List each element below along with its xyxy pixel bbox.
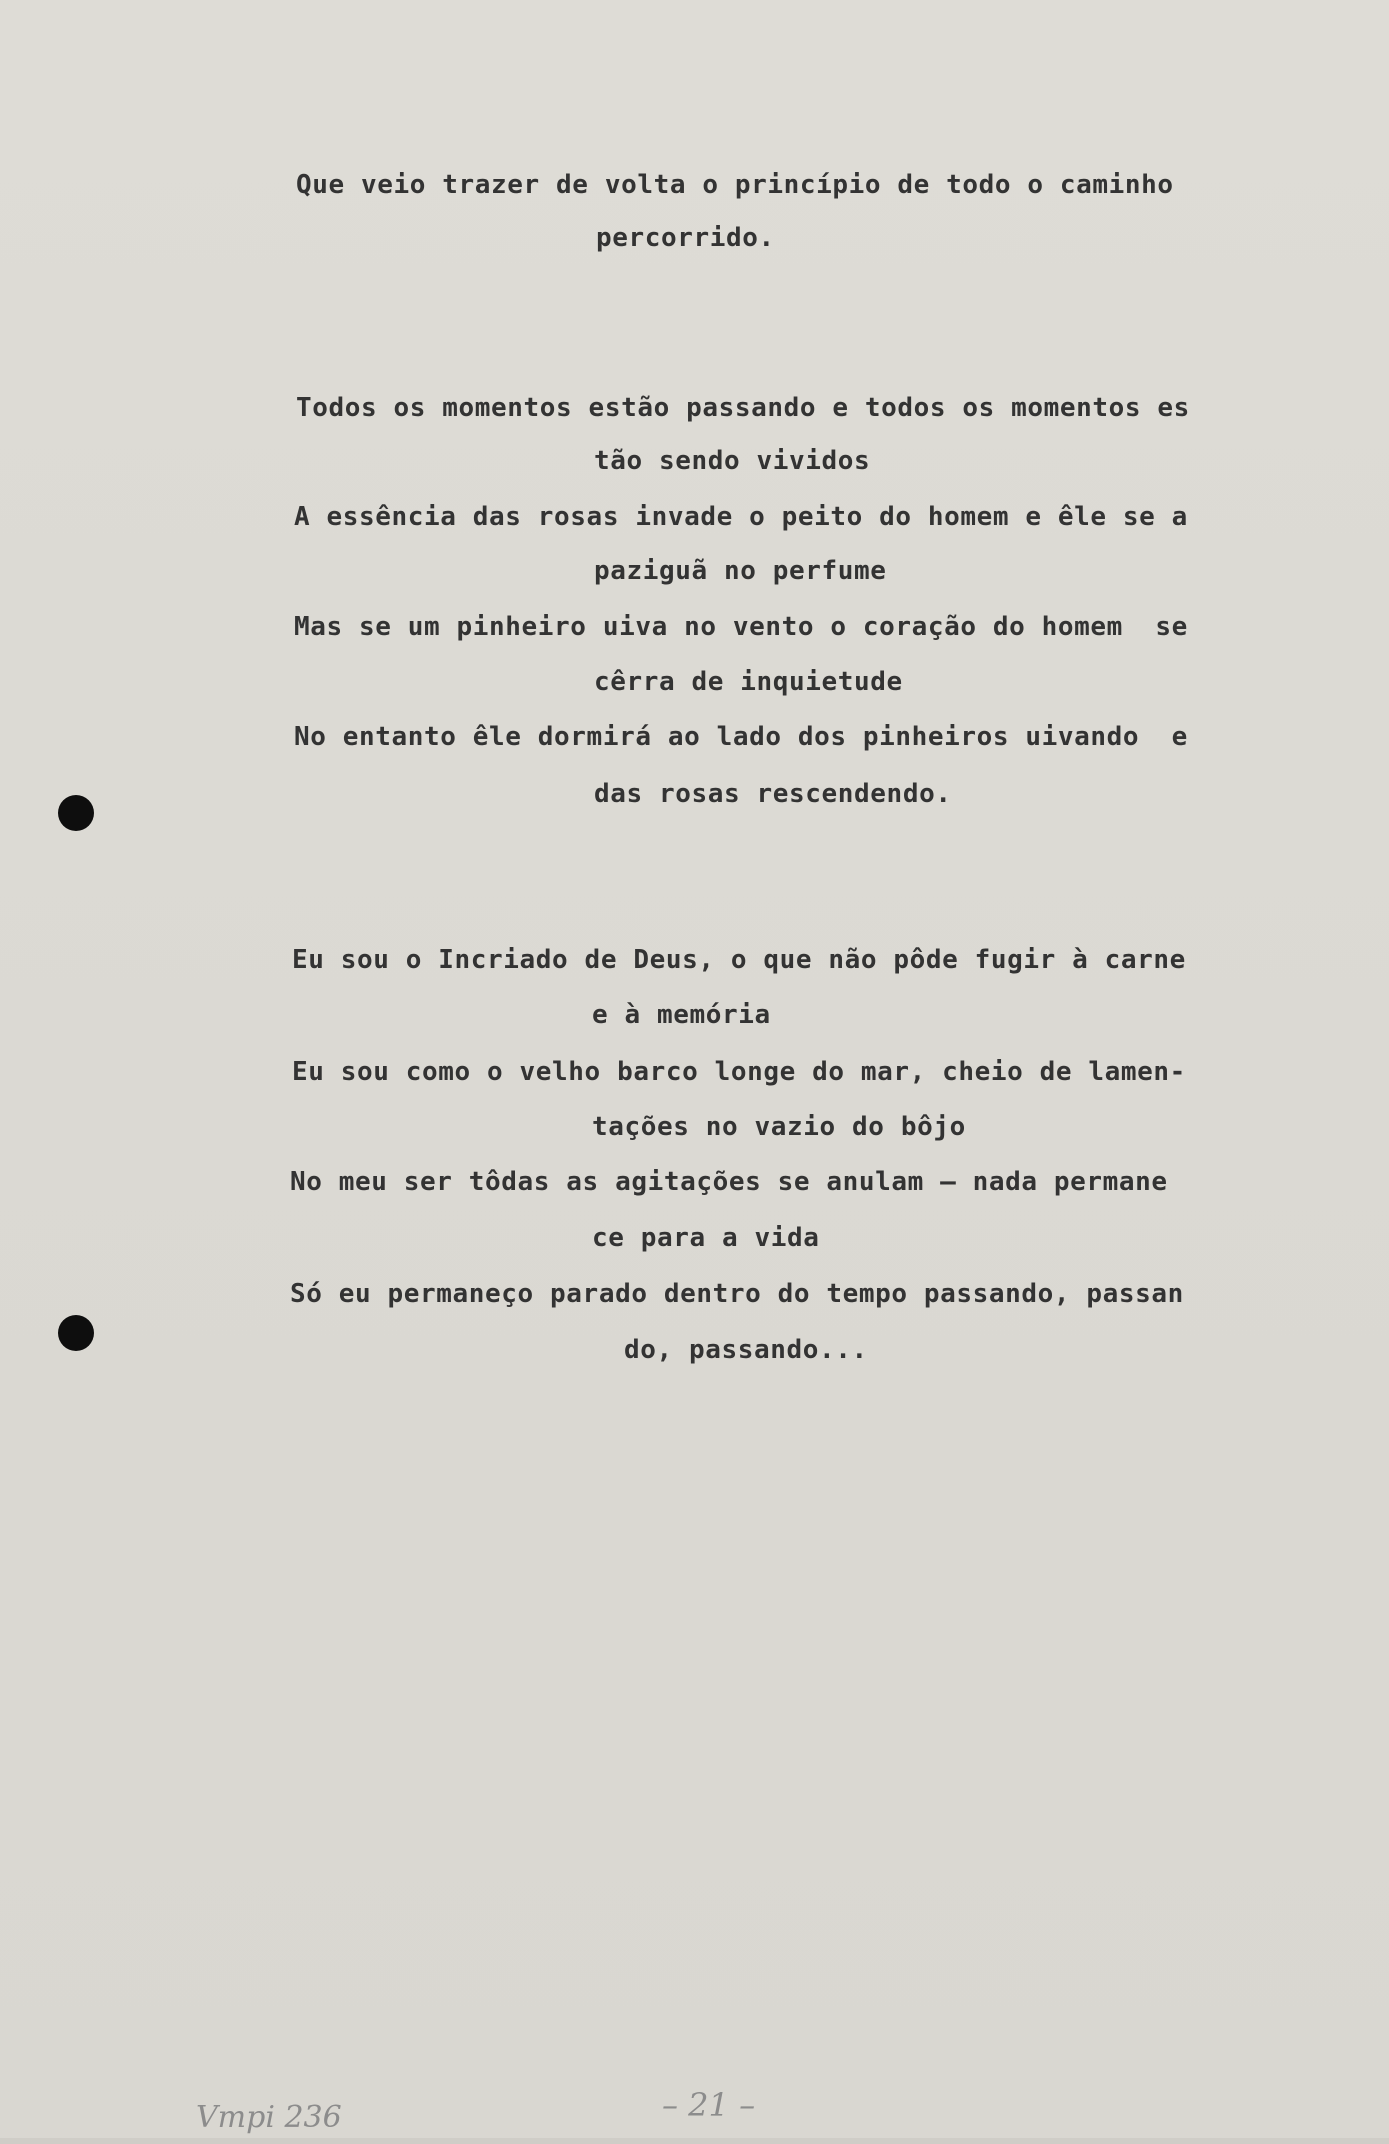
poem-line: tão sendo vividos xyxy=(594,446,871,476)
poem-line: A essência das rosas invade o peito do homem e êle se a xyxy=(294,502,1188,532)
poem-line: e à memória xyxy=(592,1000,771,1030)
punch-hole-top xyxy=(58,795,94,831)
poem-line: tações no vazio do bôjo xyxy=(592,1112,966,1142)
page-number: – 21 – xyxy=(662,2086,756,2124)
poem-line: No meu ser tôdas as agitações se anulam — nada permane xyxy=(290,1167,1168,1197)
poem-line: Mas se um pinheiro uiva no vento o coração do homem se xyxy=(294,612,1188,642)
poem-line: paziguã no perfume xyxy=(594,556,887,586)
poem-line: Eu sou o Incriado de Deus, o que não pôde fugir à carne xyxy=(292,945,1186,975)
poem-line: do, passando... xyxy=(624,1335,868,1365)
poem-line: das rosas rescendendo. xyxy=(594,779,952,809)
archive-note: Vmpi 236 xyxy=(196,2100,342,2135)
poem-line: Só eu permaneço parado dentro do tempo passando, passan xyxy=(290,1279,1184,1309)
poem-line: ce para a vida xyxy=(592,1223,820,1253)
poem-line: Todos os momentos estão passando e todos os momentos es xyxy=(296,393,1190,423)
poem-line: percorrido. xyxy=(596,223,775,253)
poem-line: Que veio trazer de volta o princípio de todo o caminho xyxy=(296,170,1174,200)
punch-hole-bottom xyxy=(58,1315,94,1351)
poem-line: cêrra de inquietude xyxy=(594,667,903,697)
page-edge xyxy=(0,2138,1389,2144)
poem-line: Eu sou como o velho barco longe do mar, cheio de lamen- xyxy=(292,1057,1186,1087)
poem-line: No entanto êle dormirá ao lado dos pinheiros uivando e xyxy=(294,722,1188,752)
